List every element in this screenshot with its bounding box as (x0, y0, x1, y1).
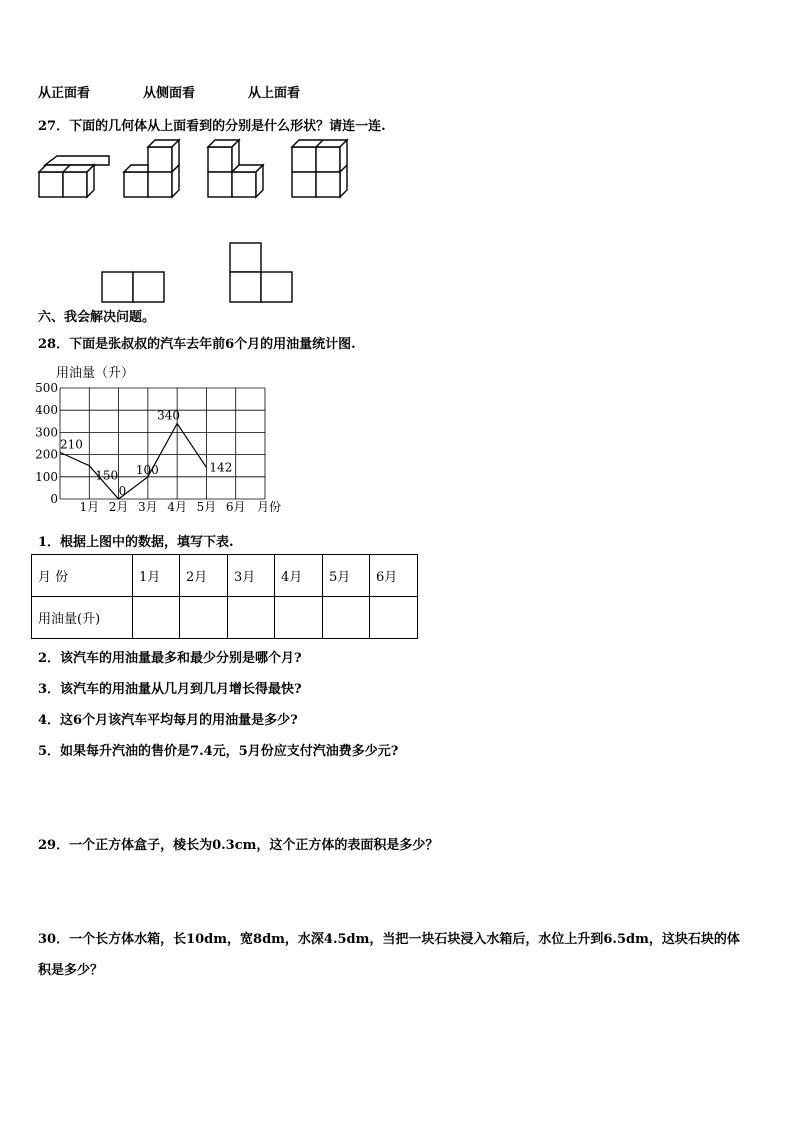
y-tick-label: 0 (50, 492, 58, 506)
y-tick-label: 400 (35, 403, 58, 418)
table-answer-cell-4[interactable] (275, 597, 323, 639)
table-header-month: 月 份 (32, 555, 133, 597)
chart-xticks (79, 500, 245, 514)
question-30-line1: 30．一个长方体水箱，长10dm，宽8dm，水深4.5dm，当把一块石块浸入水箱后，水位上升到6.5dm，这块石块的体 (38, 932, 740, 947)
x-tick-label: 1月 (79, 500, 100, 514)
top-view-shapes (95, 238, 300, 308)
y-tick-label: 200 (35, 447, 58, 462)
table-answer-cell-5[interactable] (323, 597, 370, 639)
table-month-1: 1月 (133, 555, 180, 597)
y-tick-label: 500 (35, 381, 58, 395)
data-label: 340 (157, 408, 181, 423)
table-month-3: 3月 (228, 555, 275, 597)
cube-figure-2 (124, 140, 179, 197)
x-tick-label: 6月 (225, 500, 246, 514)
cube-figure-3 (208, 140, 263, 197)
data-label: 210 (60, 437, 83, 452)
table-answer-cell-3[interactable] (228, 597, 275, 639)
section-6-heading: 六、我会解决问题。 (38, 310, 156, 325)
cube-figure-1 (39, 156, 109, 197)
data-label: 142 (209, 460, 233, 475)
top-view-shape-b-bottom-right (261, 272, 292, 302)
table-answer-cell-1[interactable] (133, 597, 180, 639)
x-tick-label: 4月 (167, 500, 187, 514)
table-answer-cell-6[interactable] (370, 597, 418, 639)
q28-sub4: 4．这6个月该汽车平均每月的用油量是多少? (38, 713, 298, 728)
table-header-usage: 用油量(升) (32, 597, 133, 639)
q28-sub2: 2．该汽车的用油量最多和最少分别是哪个月? (38, 651, 302, 666)
question-29: 29．一个正方体盒子，棱长为0.3cm，这个正方体的表面积是多少？ (38, 838, 439, 853)
cube-figures (30, 132, 370, 207)
data-label: 100 (135, 462, 159, 477)
table-month-6: 6月 (370, 555, 418, 597)
view-label-side: 从侧面看 (143, 86, 196, 101)
q28-sub1: 1．根据上图中的数据，填写下表. (38, 535, 234, 550)
question-27: 27．下面的几何体从上面看到的分别是什么形状？请连一连. (38, 119, 386, 134)
data-label: 150 (95, 468, 119, 483)
view-label-front: 从正面看 (38, 86, 91, 101)
x-tick-label: 2月 (108, 500, 129, 514)
table-month-4: 4月 (275, 555, 323, 597)
top-view-shape-b-bottom-left (230, 272, 261, 302)
table-answer-cell-2[interactable] (180, 597, 228, 639)
question-28: 28．下面是张叔叔的汽车去年前6个月的用油量统计图. (38, 337, 356, 352)
fuel-table (31, 554, 418, 639)
chart-yticks (35, 381, 58, 506)
q28-sub3: 3．该汽车的用油量从几月到几月增长得最快? (38, 682, 302, 697)
x-tick-label: 5月 (196, 500, 217, 514)
fuel-usage-chart (30, 360, 290, 520)
table-month-2: 2月 (180, 555, 228, 597)
y-tick-label: 100 (35, 469, 58, 484)
x-tick-label: 3月 (138, 500, 158, 514)
chart-xlabel: 月份 (257, 500, 282, 514)
y-tick-label: 300 (35, 425, 58, 440)
question-30-line2: 积是多少？ (38, 963, 104, 978)
chart-grid (60, 388, 265, 499)
q28-sub5: 5．如果每升汽油的售价是7.4元，5月份应支付汽油费多少元? (38, 744, 399, 759)
data-label: 0 (118, 484, 127, 498)
table-month-5: 5月 (323, 555, 370, 597)
top-view-shape-a-left (102, 272, 133, 302)
top-view-shape-a-right (133, 272, 164, 302)
view-label-top: 从上面看 (248, 86, 301, 101)
chart-series-line (60, 424, 206, 499)
top-view-shape-b-top (230, 243, 261, 272)
cube-figure-4 (292, 140, 347, 197)
chart-ylabel: 用油量（升） (56, 366, 135, 381)
